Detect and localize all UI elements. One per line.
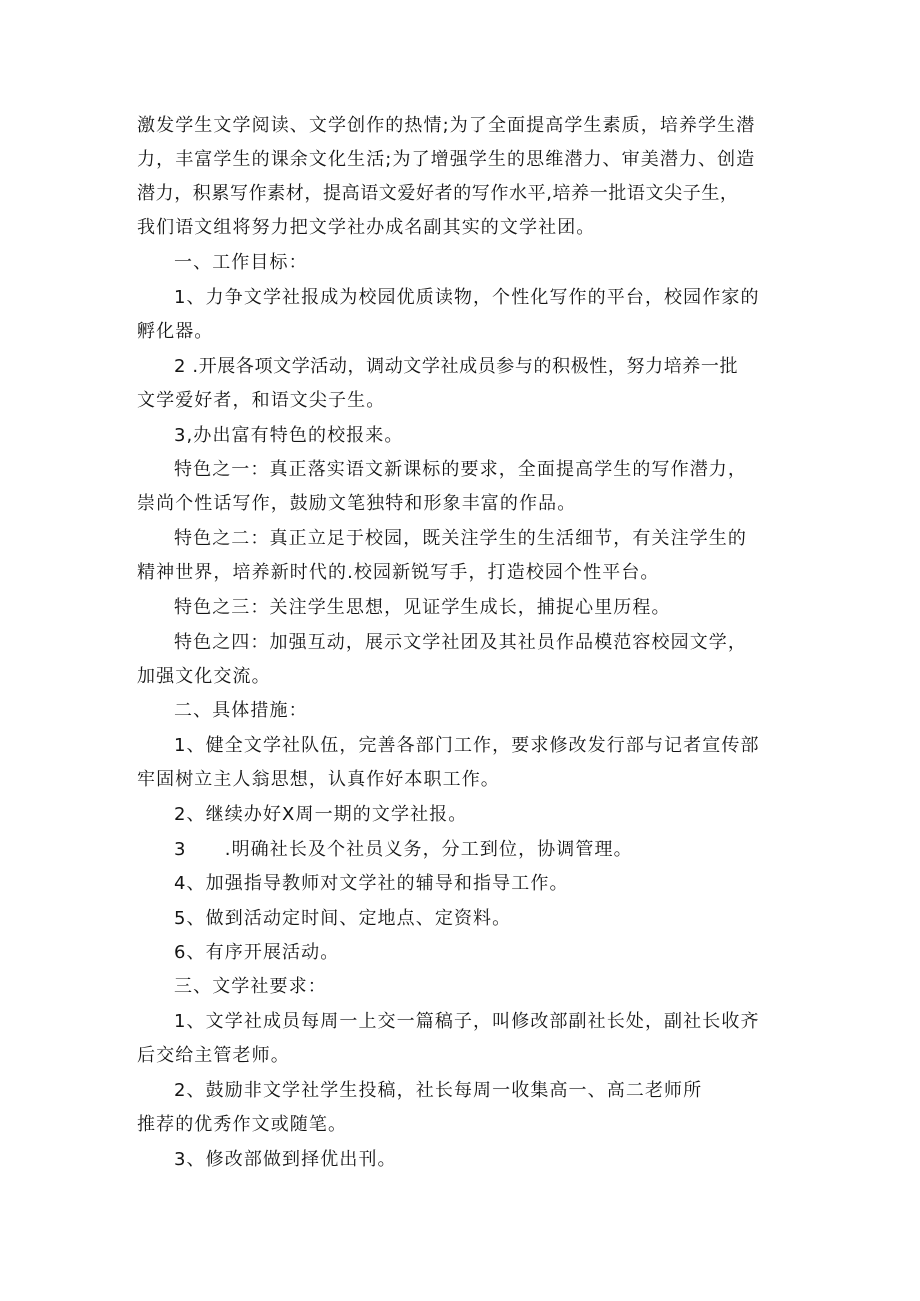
text-line: 推荐的优秀作文或随笔。 — [137, 1114, 348, 1135]
text-line: 2 .开展各项文学活动，调动文学社成员参与的积极性，努力培养一批 — [174, 356, 739, 377]
text-line: 3,办出富有特色的校报来。 — [174, 425, 404, 446]
text-line: 3 .明确社长及个社员义务，分工到位，协调管理。 — [174, 839, 633, 860]
text-line: 4、加强指导教师对文学社的辅导和指导工作。 — [174, 873, 569, 894]
section-heading: 三、文学社要求： — [174, 976, 327, 997]
text-line: 激发学生文学阅读、文学创作的热情;为了全面提高学生素质，培养学生潜 — [137, 115, 756, 136]
text-line: 崇尚个性话写作，鼓励文笔独特和形象丰富的作品。 — [137, 493, 577, 514]
text-line: 1、力争文学社报成为校园优质读物，个性化写作的平台，校园作家的 — [174, 287, 760, 308]
text-line: 后交给主管老师。 — [137, 1045, 290, 1066]
text-line: 特色之四：加强互动，展示文学社团及其社员作品模范容校园文学， — [174, 632, 747, 653]
section-heading: 一、工作目标： — [174, 252, 308, 273]
text-line: 牢固树立主人翁思想，认真作好本职工作。 — [137, 769, 500, 790]
text-line: 特色之二：真正立足于校园，既关注学生的生活细节，有关注学生的 — [174, 528, 747, 549]
text-line: 精神世界，培养新时代的.校园新锐写手，打造校园个性平台。 — [137, 562, 660, 583]
text-line: 我们语文组将努力把文学社办成名副其实的文学社团。 — [137, 217, 596, 238]
text-line: 特色之三：关注学生思想，见证学生成长，捕捉心里历程。 — [174, 597, 671, 618]
text-line: 2、继续办好X周一期的文学社报。 — [174, 804, 468, 825]
text-line: 1、文学社成员每周一上交一篇稿子，叫修改部副社长处，副社长收齐 — [174, 1011, 760, 1032]
section-heading: 二、具体措施： — [174, 700, 308, 721]
text-line: 加强文化交流。 — [137, 666, 271, 687]
text-line: 孵化器。 — [137, 321, 214, 342]
text-line: 6、有序开展活动。 — [174, 942, 340, 963]
text-line: 5、做到活动定时间、定地点、定资料。 — [174, 908, 512, 929]
text-line: 3、修改部做到择优出刊。 — [174, 1149, 397, 1170]
text-line: 1、健全文学社队伍，完善各部门工作，要求修改发行部与记者宣传部 — [174, 735, 760, 756]
text-line: 潜力，积累写作素材，提高语文爱好者的写作水平,培养一批语文尖子生， — [137, 183, 739, 204]
text-line: 特色之一：真正落实语文新课标的要求，全面提高学生的写作潜力， — [174, 459, 747, 480]
text-line: 力，丰富学生的课余文化生活;为了增强学生的思维潜力、审美潜力、创造 — [137, 149, 756, 170]
text-line: 2、鼓励非文学社学生投稿，社长每周一收集高一、高二老师所 — [174, 1080, 703, 1101]
text-line: 文学爱好者，和语文尖子生。 — [137, 390, 386, 411]
